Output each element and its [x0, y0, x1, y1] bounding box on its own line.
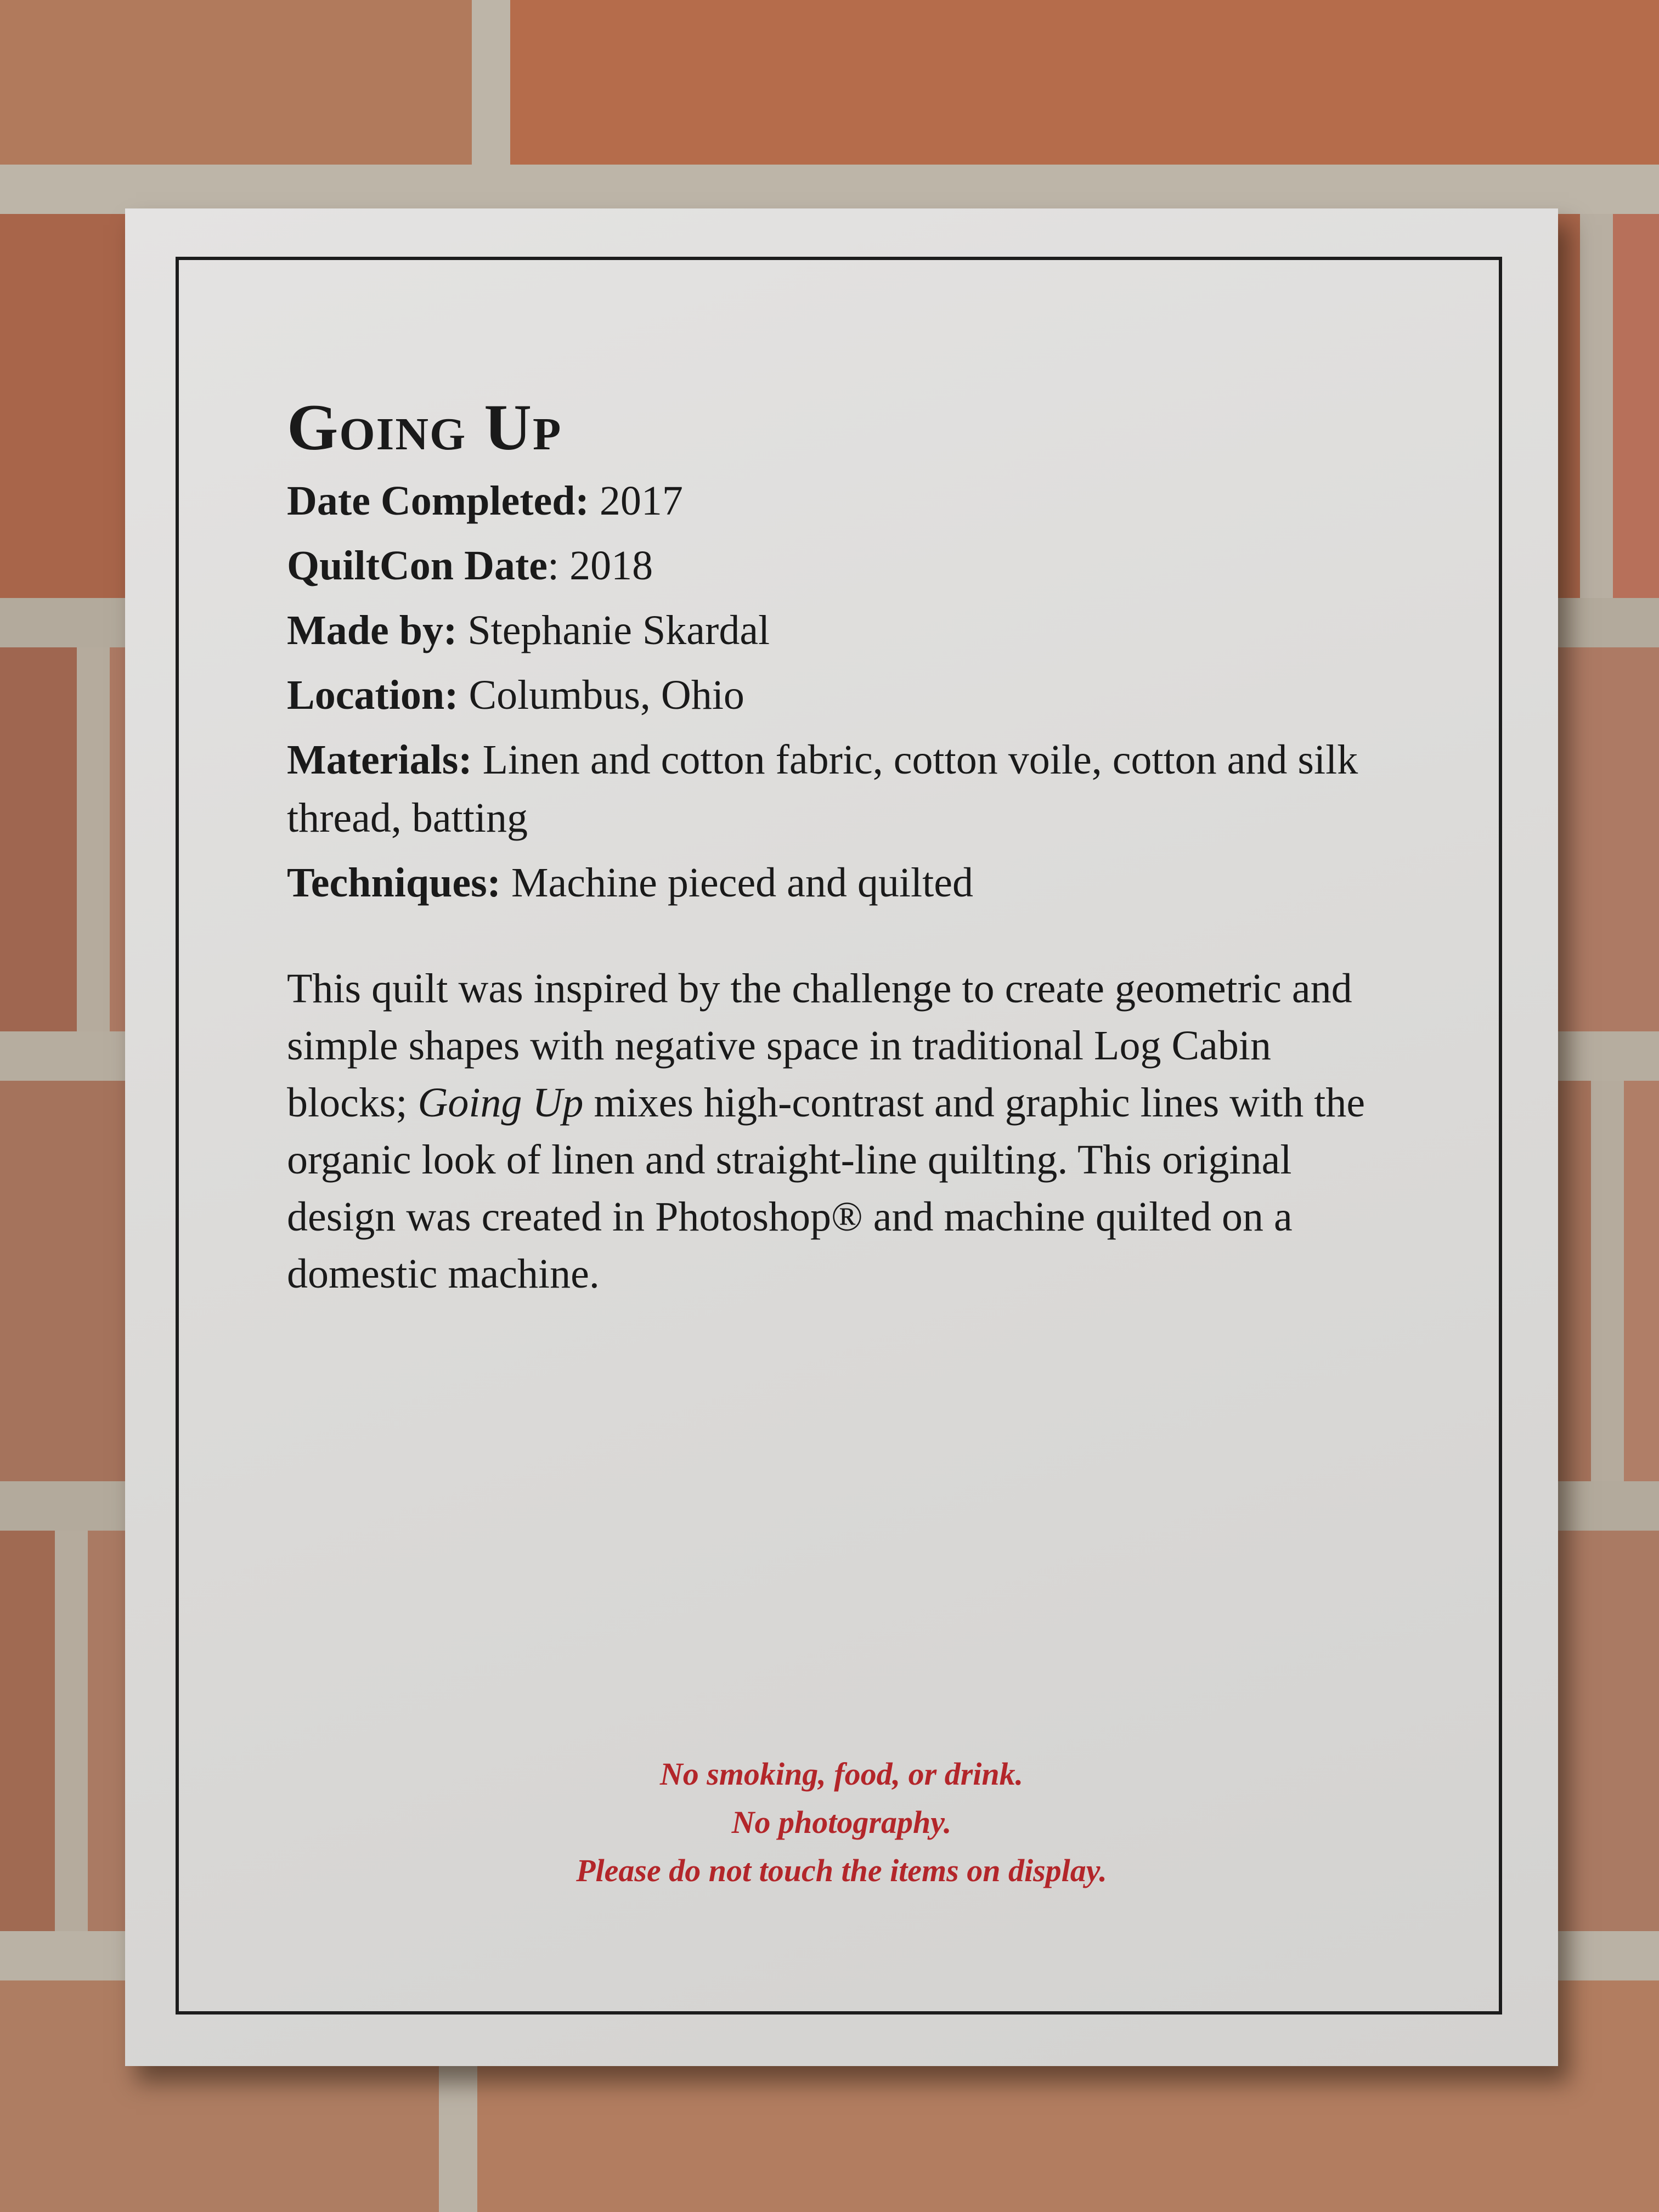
- placard-content: [287, 390, 1417, 1302]
- notice-line: No photography.: [731, 1804, 952, 1840]
- description-text: mixes high-contrast and graphic lines with the organic look of linen and straight-line quilting. This original design was created in Photoshop® and machine quilted on a domestic machine.: [287, 1080, 1365, 1297]
- gallery-notice: [125, 1750, 1558, 1895]
- field-label: Location:: [287, 672, 459, 718]
- field-label: Date Completed:: [287, 478, 589, 524]
- field-value: : 2018: [548, 543, 653, 589]
- field-value: Linen and cotton fabric, cotton voile, cotton and silk thread, batting: [287, 737, 1358, 841]
- notice-line: Please do not touch the items on display.: [576, 1853, 1107, 1888]
- field-value: Stephanie Skardal: [457, 607, 770, 653]
- quilt-title: Going Up: [287, 391, 562, 464]
- field-label: Materials:: [287, 737, 472, 783]
- field-quiltcon-date: [287, 537, 1373, 595]
- exhibit-placard: [125, 208, 1558, 2066]
- field-techniques: [287, 854, 1373, 912]
- field-label: QuiltCon Date: [287, 543, 548, 589]
- field-materials: [287, 731, 1373, 847]
- field-value: Machine pieced and quilted: [500, 860, 973, 906]
- description-text: This quilt was inspired by the challenge to create geometric and simple shapes with negative space in traditional Log Cabin blocks;: [287, 966, 1352, 1126]
- quilt-description: [287, 960, 1395, 1302]
- field-label: Techniques:: [287, 860, 501, 906]
- field-label: Made by:: [287, 607, 458, 653]
- field-location: [287, 666, 1373, 724]
- field-date-completed: [287, 472, 1373, 530]
- description-italic-title: Going Up: [417, 1080, 584, 1126]
- field-made-by: [287, 601, 1373, 659]
- notice-line: No smoking, food, or drink.: [659, 1756, 1024, 1792]
- field-value: 2017: [589, 478, 683, 524]
- field-value: Columbus, Ohio: [458, 672, 744, 718]
